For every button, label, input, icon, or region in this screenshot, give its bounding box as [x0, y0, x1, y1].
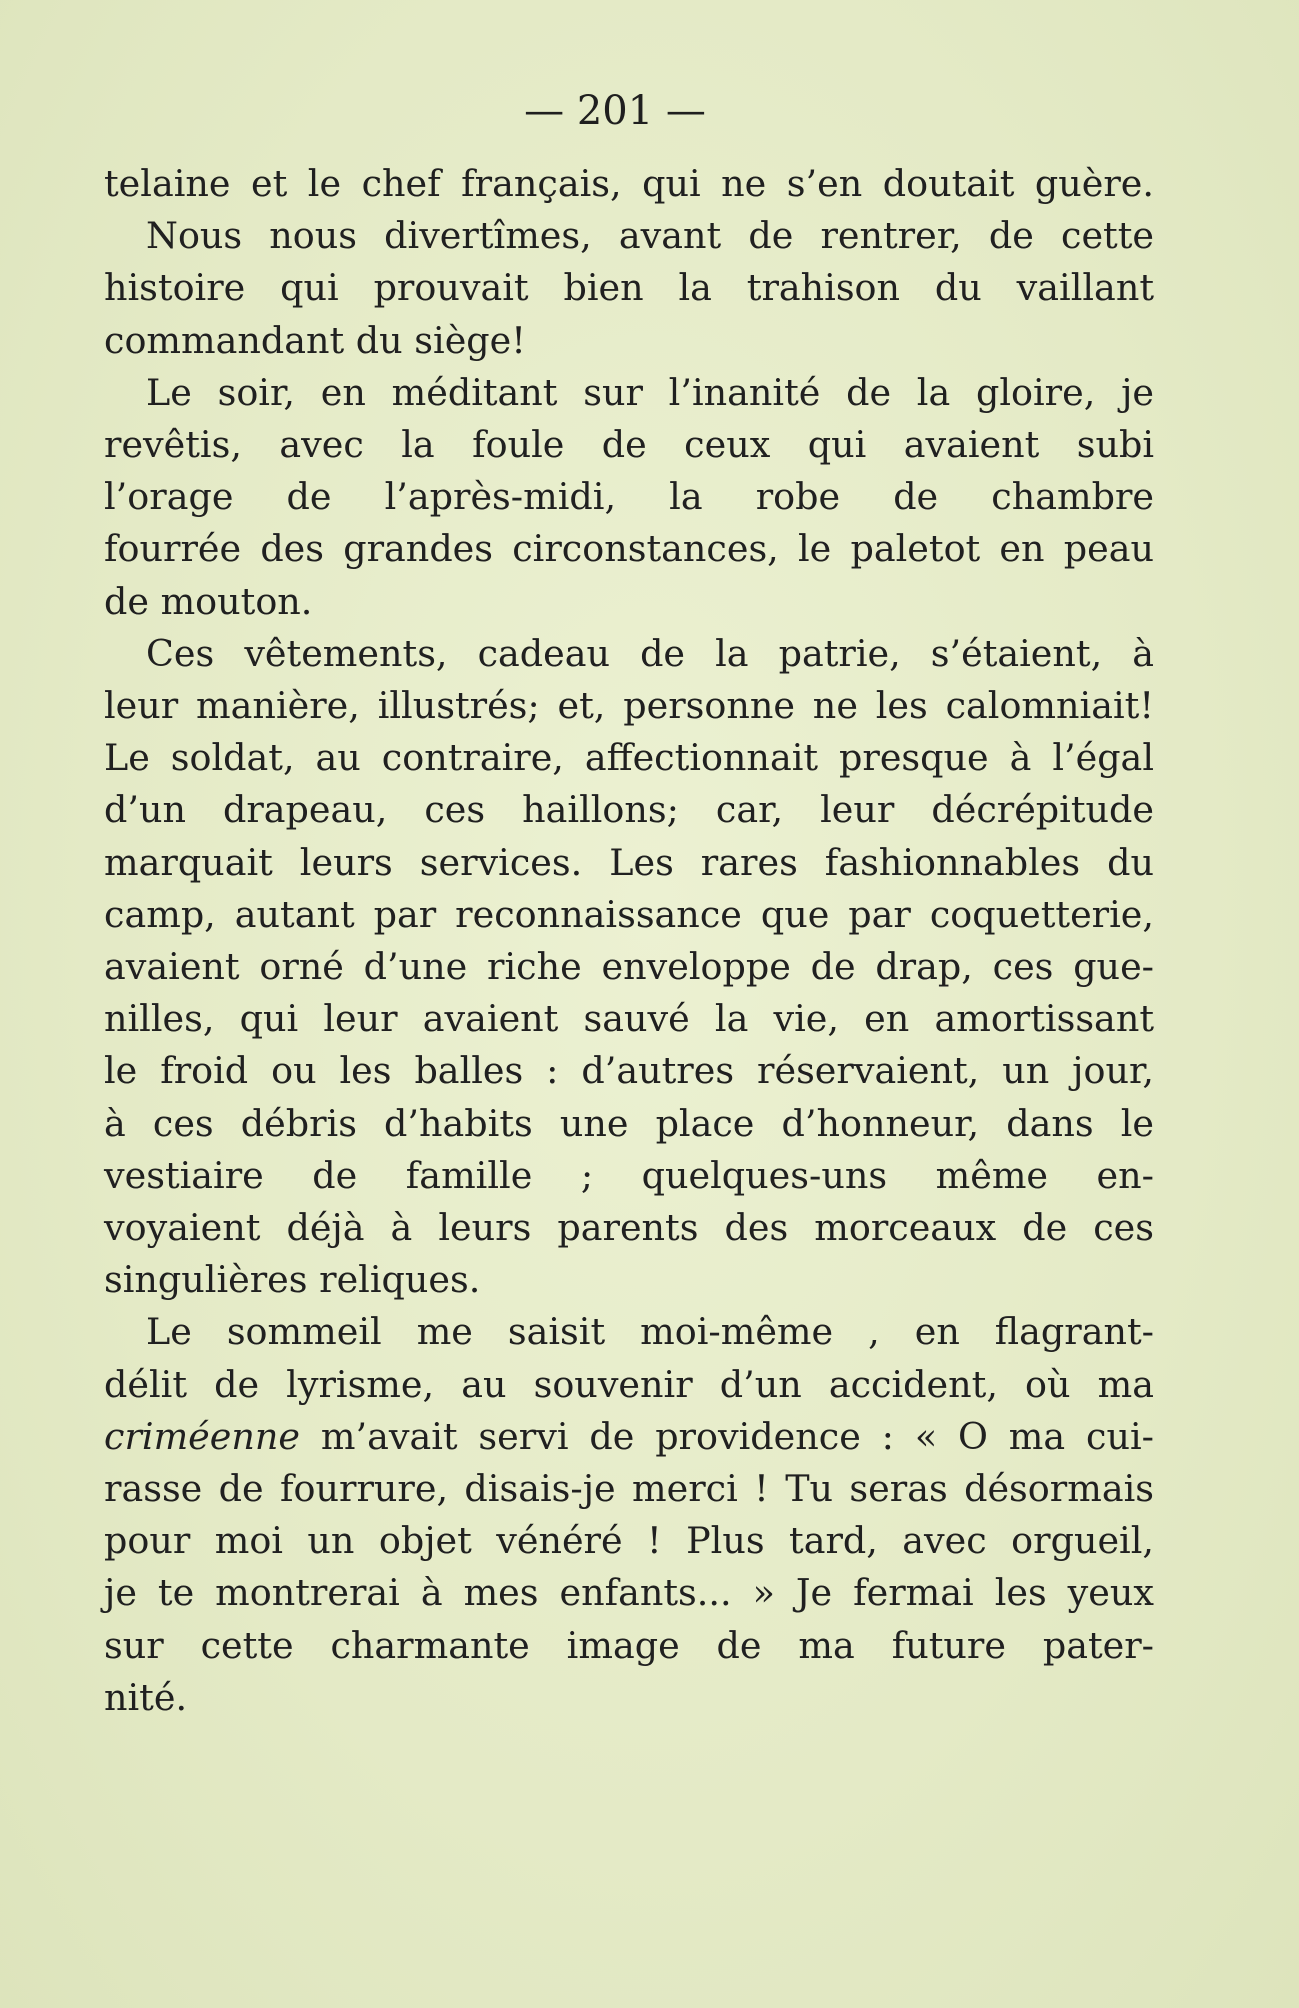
text-line: l’orage de l’après-midi, la robe de chambre: [104, 475, 1154, 519]
text-line: de mouton.: [104, 579, 313, 623]
text-line: commandant du siège!: [104, 318, 526, 362]
text-line: Ces vêtements, cadeau de la patrie, s’étaient, à: [146, 631, 1154, 675]
text-line: Le sommeil me saisit moi-même , en flagrant-: [146, 1310, 1154, 1354]
text-fragment: m’avait servi de providence : « O ma cui-: [300, 1414, 1154, 1458]
text-line-with-italic: [104, 1411, 1154, 1463]
text-line: rasse de fourrure, disais-je merci ! Tu seras désormais: [104, 1467, 1154, 1511]
text-line: voyaient déjà à leurs parents des morceaux de ces: [104, 1206, 1154, 1250]
text-line: vestiaire de famille ; quelques-uns même en-: [104, 1153, 1154, 1197]
text-line: nité.: [104, 1675, 188, 1719]
text-line: leur manière, illustrés; et, personne ne les calomniait!: [104, 684, 1154, 728]
text-line: délit de lyrisme, au souvenir d’un accident, où ma: [104, 1362, 1154, 1406]
text-line: marquait leurs services. Les rares fashionnables du: [104, 840, 1154, 884]
body-text: [104, 158, 1154, 1724]
text-line: telaine et le chef français, qui ne s’en doutait guère.: [104, 162, 1154, 205]
text-line: à ces débris d’habits une place d’honneur, dans le: [104, 1101, 1154, 1145]
text-line: avaient orné d’une riche enveloppe de drap, ces gue-: [104, 945, 1154, 989]
text-line: Nous nous divertîmes, avant de rentrer, de cette: [146, 214, 1154, 258]
text-line: le froid ou les balles : d’autres réservaient, un jour,: [104, 1049, 1154, 1093]
text-line: je te montrerai à mes enfants... » Je fermai les yeux: [104, 1571, 1154, 1615]
text-line: histoire qui prouvait bien la trahison du vaillant: [104, 266, 1154, 310]
text-line: camp, autant par reconnaissance que par coquetterie,: [104, 892, 1154, 936]
text-line: d’un drapeau, ces haillons; car, leur décrépitude: [104, 788, 1154, 832]
italic-word: criméenne: [104, 1414, 300, 1458]
text-line: nilles, qui leur avaient sauvé la vie, en amortissant: [104, 997, 1154, 1041]
text-line: revêtis, avec la foule de ceux qui avaient subi: [104, 423, 1154, 467]
page-number: — 201 —: [524, 88, 706, 134]
text-line: singulières reliques.: [104, 1258, 481, 1302]
text-line: Le soldat, au contraire, affectionnait presque à l’égal: [104, 736, 1154, 780]
text-line: Le soir, en méditant sur l’inanité de la gloire, je: [146, 370, 1154, 414]
text-line: pour moi un objet vénéré ! Plus tard, avec orgueil,: [104, 1519, 1154, 1563]
text-line: sur cette charmante image de ma future pater-: [104, 1623, 1154, 1667]
text-line: fourrée des grandes circonstances, le paletot en peau: [104, 527, 1154, 571]
